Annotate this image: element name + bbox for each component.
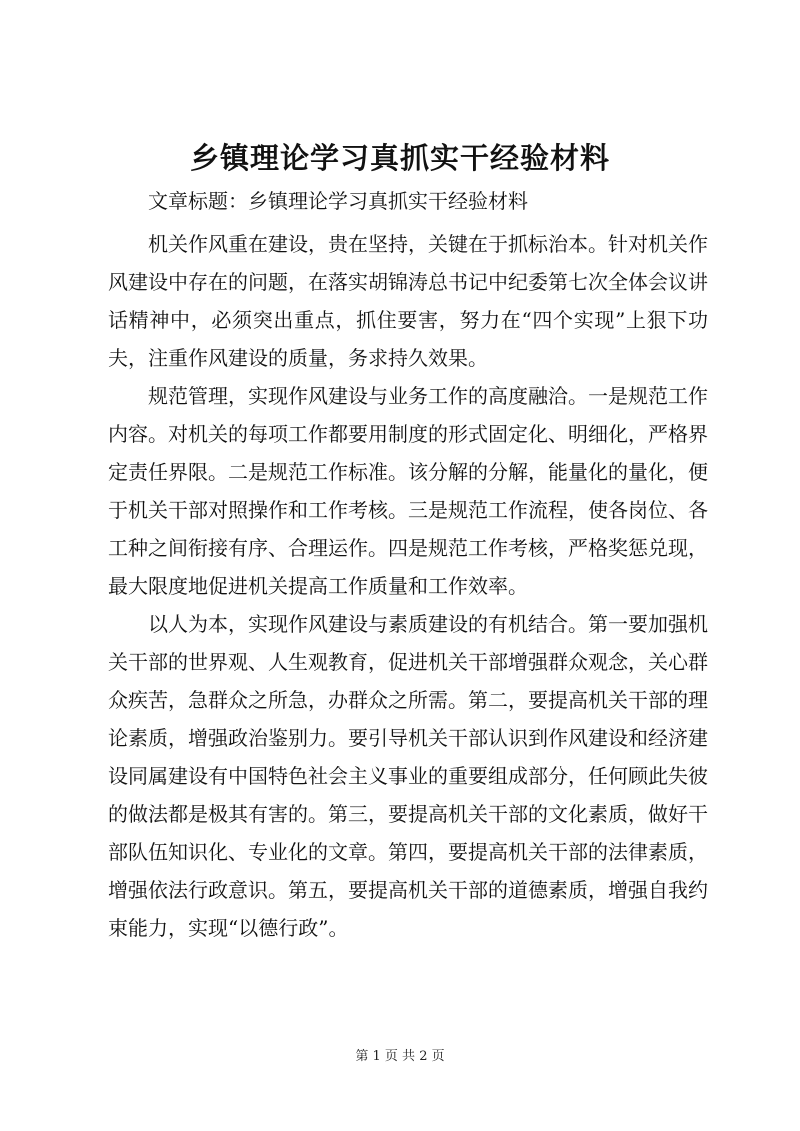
paragraph-3: 以人为本，实现作风建设与素质建设的有机结合。第一要加强机关干部的世界观、人生观教育，促进机关干部增强群众观念，关心群众疾苦，急群众之所急，办群众之所需。第二，要提高机关干部的理论素质，增强政治鉴别力。要引导机关干部认识到作风建设和经济建设同属建设有中国特色社会主义事业的重要组成部分，任何顾此失彼的做法都是极其有害的。第三，要提高机关干部的文化素质，做好干部队伍知识化、专业化的文章。第四，要提高机关干部的法律素质，增强依法行政意识。第五，要提高机关干部的道德素质，增强自我约束能力，实现“以德行政”。 (108, 612, 708, 940)
article-title-line: 文章标题：乡镇理论学习真抓实干经验材料 (148, 189, 528, 213)
document-title: 乡镇理论学习真抓实干经验材料 (189, 141, 610, 175)
paragraph-1: 机关作风重在建设，贵在坚持，关键在于抓标治本。针对机关作风建设中存在的问题，在落实胡锦涛总书记中纪委第七次全体会议讲话精神中，必须突出重点，抓住要害，努力在“四个实现”上狠下功夫，注重作风建设的质量，务求持久效果。 (108, 232, 708, 370)
document-body (108, 182, 708, 947)
paragraph-2: 规范管理，实现作风建设与业务工作的高度融洽。一是规范工作内容。对机关的每项工作都要用制度的形式固定化、明细化，严格界定责任界限。二是规范工作标准。该分解的分解，能量化的量化，便于机关干部对照操作和工作考核。三是规范工作流程，使各岗位、各工种之间衔接有序、合理运作。四是规范工作考核，严格奖惩兑现，最大限度地促进机关提高工作质量和工作效率。 (108, 384, 708, 598)
page-number-footer: 第 1 页 共 2 页 (355, 1049, 445, 1064)
